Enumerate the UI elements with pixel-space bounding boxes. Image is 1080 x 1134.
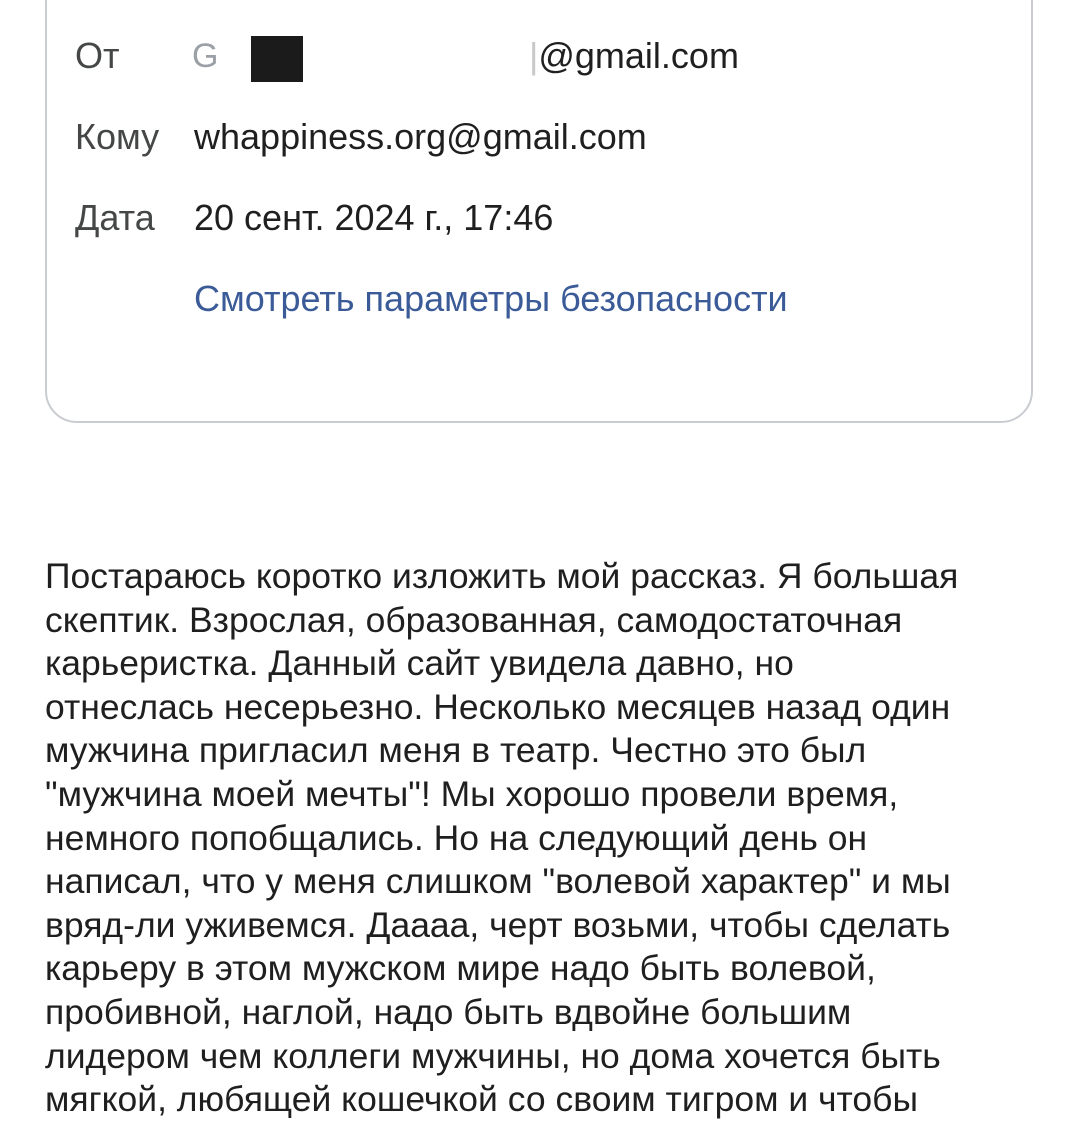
sender-email-domain: @gmail.com — [538, 35, 739, 76]
sender-email[interactable]: |@gmail.com — [529, 35, 739, 76]
to-label: Кому — [75, 116, 160, 157]
recipient-email[interactable]: whappiness.org@gmail.com — [194, 116, 647, 157]
message-body: Постараюсь коротко изложить мой рассказ. Я большая скептик. Взрослая, образованная, самодостаточная карьеристка. Данный сайт увидела давно, но отнеслась несерьезно. Несколько месяцев назад один мужчина пригласил меня в театр. Честно это был "мужчина моей мечты"! Мы хорошо провели время, немного попобщались. Но на следующий день он написал, что у меня слишком "волевой характер" и мы вряд-ли уживемся. Даааа, черт возьми, чтобы сделать карьеру в этом мужском мире надо быть волевой, пробивной, наглой, надо быть вдвойне большим лидером чем коллеги мужчины, но дома хочется быть мягкой, любящей кошечкой со своим тигром и чтобы — [45, 556, 959, 1120]
from-label: От — [75, 35, 120, 76]
date-label: Дата — [75, 197, 155, 238]
view-security-details-link[interactable]: Смотреть параметры безопасности — [194, 278, 788, 319]
redaction-box — [251, 36, 303, 82]
date-value: 20 сент. 2024 г., 17:46 — [194, 197, 554, 238]
email-details-card — [45, 0, 1033, 423]
sender-name-partial: G — [192, 37, 219, 75]
